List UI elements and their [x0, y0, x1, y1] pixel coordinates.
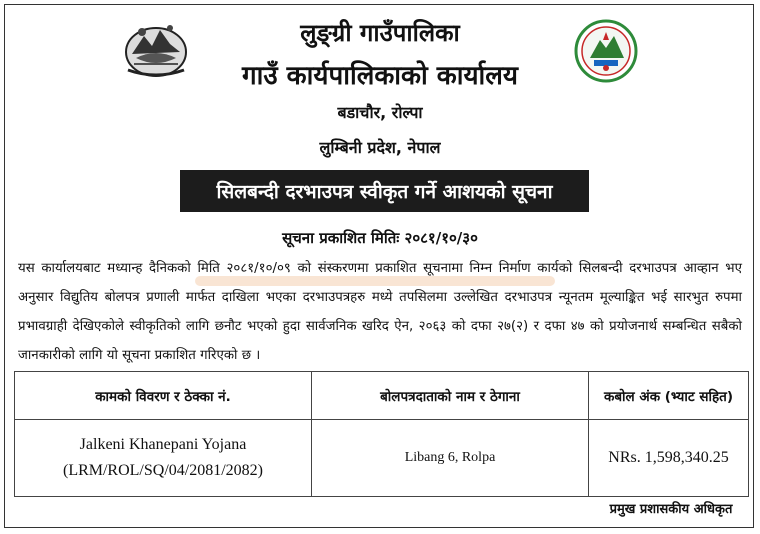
published-date: सूचना प्रकाशित मितिः २०८१/१०/३० — [282, 229, 478, 247]
project-name: Jalkeni Khanepani Yojana — [79, 436, 247, 453]
cell-description — [15, 420, 312, 497]
address-line-1: बडाचौर, रोल्पा — [337, 103, 423, 122]
contract-number: (LRM/ROL/SQ/04/2081/2082) — [62, 462, 263, 479]
office-title: गाउँ कार्यपालिकाको कार्यालय — [242, 61, 518, 91]
award-table — [14, 371, 749, 497]
cell-bidder: Libang 6, Rolpa — [312, 420, 589, 497]
col-header-description: कामको विवरण र ठेक्का नं. — [15, 372, 312, 420]
table-header-row — [15, 372, 749, 420]
address-line-2: लुम्बिनी प्रदेश, नेपाल — [319, 138, 441, 157]
municipality-title: लुङ्ग्री गाउँपालिका — [300, 19, 460, 47]
signature-label: प्रमुख प्रशासकीय अधिकृत — [609, 502, 733, 517]
notice-title: सिलबन्दी दरभाउपत्र स्वीकृत गर्ने आशयको सूचना — [216, 181, 553, 203]
notice-body: यस कार्यालयबाट मध्यान्ह दैनिकको मिति २०८१/१०/०९ को संस्करणमा प्रकाशित सूचनामा निम्न निर्माण कार्यको सिलबन्दी दरभाउपत्र आव्हान भए अनुसार विद्युतिय बोलपत्र प्रणाली मार्फत दाखिला भएका दरभाउपत्रहरु मध्ये तपसिलमा उल्लेखित दरभाउपत्र न्यूनतम मूल्याङ्कित भई सारभुत रुपमा प्रभावग्राही देखिएकोले स्वीकृतिको लागि छनौट भएको हुदा सार्वजनिक खरिद ऐन, २०६३ को दफा २७(२) र दफा ४७ को प्रयोजनार्थ सम्बन्धित सबैको जानकारीको लागि यो सूचना प्रकाशित गरिएको छ । — [18, 261, 742, 363]
col-header-bidder: बोलपत्रदाताको नाम र ठेगाना — [312, 372, 589, 420]
col-header-amount: कबोल अंक (भ्याट सहित) — [589, 372, 749, 420]
cell-amount: NRs. 1,598,340.25 — [589, 420, 749, 497]
notice-title-banner — [180, 170, 589, 212]
table-row — [15, 420, 749, 497]
